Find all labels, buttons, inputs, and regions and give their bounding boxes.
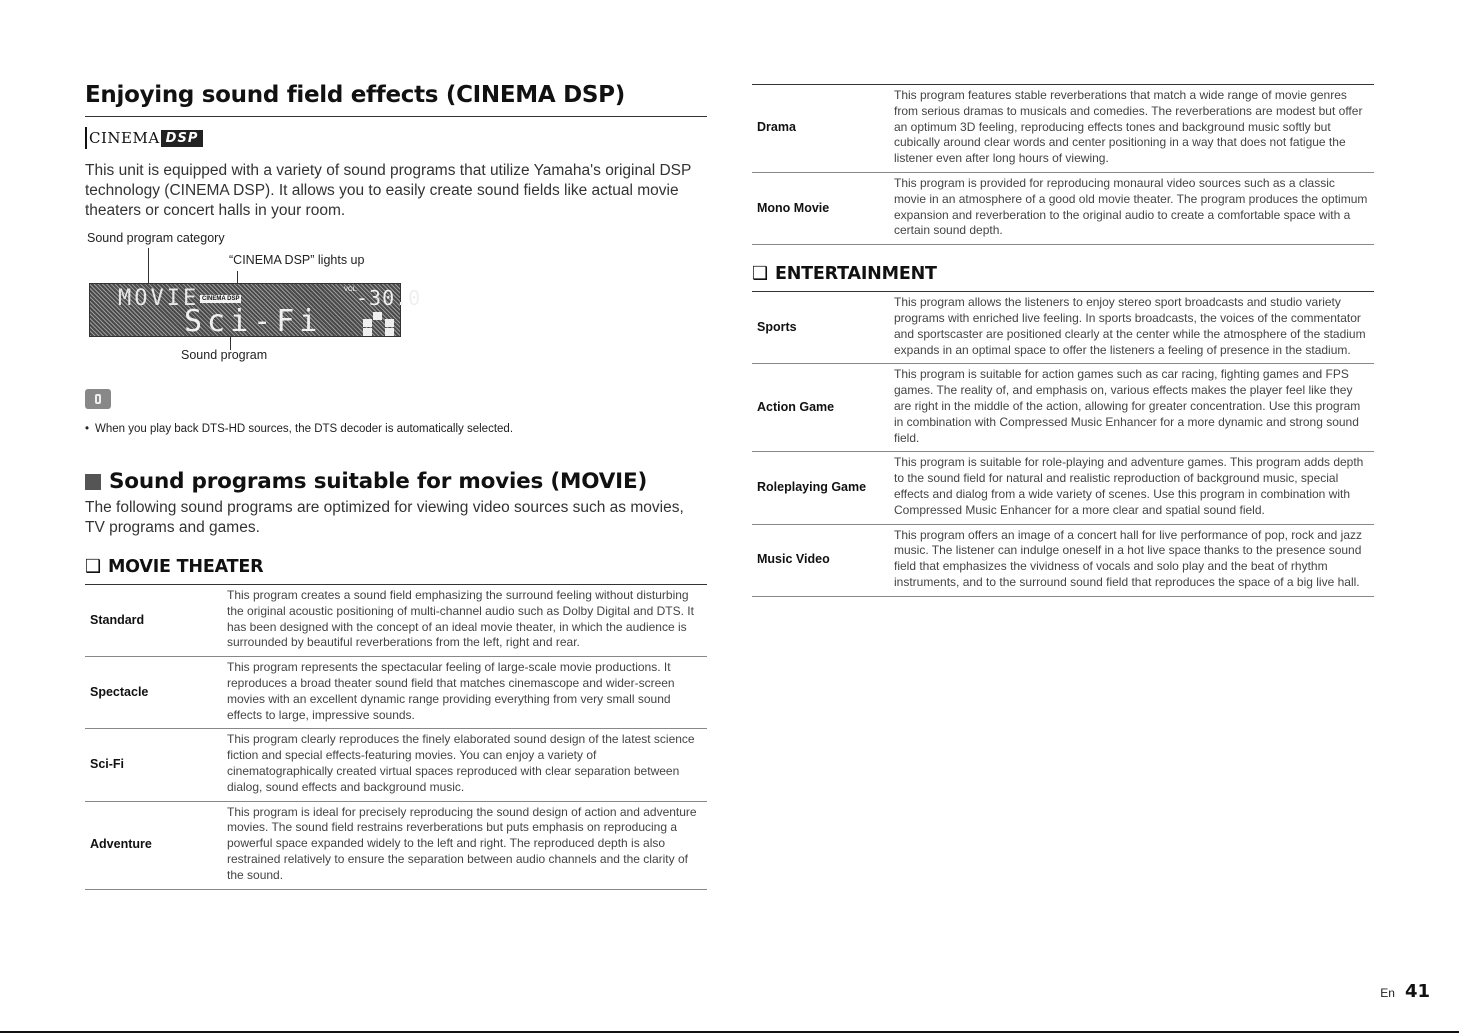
program-row <box>752 525 1374 597</box>
program-row <box>85 585 707 657</box>
program-row <box>85 729 707 801</box>
program-description: This program creates a sound field emphasizing the surround feeling without disturbing the original acoustic positioning of multi-channel audio such as Dolby Digital and DTS. It has been designed with the concept of an ideal movie theater, in which the audience is surrounded by beautiful reverberations from the left, right and rear. <box>227 588 694 650</box>
logo-text: CINEMA <box>89 129 160 147</box>
subheading-movie-theater <box>85 556 707 577</box>
program-description: This program allows the listeners to enjoy stereo sport broadcasts and studio variety programs with enriched live feeling. In sports broadcasts, the voices of the commentator and sportscaster are positioned clearly at the center while the atmosphere of the stadium expands in an optimal space to offer the listeners a feeling of presence in the stadium. <box>894 295 1366 357</box>
program-row <box>85 657 707 729</box>
program-row <box>752 292 1374 364</box>
label-cinema-dsp-lights: “CINEMA DSP” lights up <box>229 253 365 267</box>
display-vol-label: VOL. <box>344 287 358 293</box>
program-row <box>752 173 1374 245</box>
program-table-movie-theater-continued <box>752 84 1374 245</box>
program-name: Roleplaying Game <box>757 479 867 494</box>
page-number <box>1380 981 1430 1002</box>
program-name: Music Video <box>757 552 830 567</box>
program-description: This program is provided for reproducing monaural video sources such as a classic movie in an atmosphere of a good old movie theater. The program produces the optimum expansion and reverberation to the original audio to create a comfortable space with a certain sound depth. <box>894 175 1368 238</box>
display-indicator <box>373 312 382 320</box>
intro-paragraph: This unit is equipped with a variety of sound programs that utilize Yamaha's original DSP technology (CINEMA DSP). It allows you to easily create sound fields like actual movie theaters or concert halls in your room. <box>85 162 692 219</box>
program-name: Action Game <box>757 399 835 414</box>
hint-icon-notch <box>95 394 101 404</box>
program-name: Standard <box>90 612 145 627</box>
page-title: Enjoying sound field effects (CINEMA DSP) <box>85 82 707 117</box>
page-language: En <box>1380 986 1395 1000</box>
display-volume-value: -30.0 <box>356 286 422 310</box>
label-sound-program: Sound program <box>181 348 268 362</box>
program-description: This program is suitable for role-playing and adventure games. This program adds depth to the sound field for natural and realistic reproduction of background music, special effects and dialog from a wide variety of scenes. Use this program in combination with Compressed Music Enhancer for a more clear and spatial sound field. <box>894 455 1364 517</box>
section-square-icon <box>85 474 101 490</box>
hint-icon <box>85 389 113 411</box>
display-category-text: MOVIE <box>118 286 200 311</box>
program-name: Spectacle <box>90 684 149 699</box>
program-table-entertainment <box>752 291 1374 597</box>
display-indicator <box>363 328 372 336</box>
section-description: The following sound programs are optimized for viewing video sources such as movies, TV programs and games. <box>85 499 684 536</box>
page-number-value: 41 <box>1404 981 1430 1002</box>
label-sound-program-category: Sound program category <box>87 231 225 245</box>
checkbox-square-icon: ❑ <box>85 556 101 577</box>
program-row <box>752 85 1374 173</box>
program-description: This program clearly reproduces the finely elaborated sound design of the latest science fiction and special effects-featuring movies. You can enjoy a variety of cinematographically created virtual spaces reproduced with clear separation between dialog, sound effects and background music. <box>227 732 695 794</box>
display-cinema-dsp-badge: CINEMA DSP <box>202 296 240 302</box>
front-panel-display <box>89 283 422 339</box>
cinema-dsp-logo <box>85 127 203 149</box>
program-table-movie-theater <box>85 584 707 890</box>
subheading-text: MOVIE THEATER <box>107 556 264 577</box>
program-name: Sports <box>757 319 797 334</box>
program-description: This program is suitable for action games such as car racing, fighting games and FPS games. The reality of, and emphasis on, various effects makes the player feel like they are right in the middle of the action, allowing for greater concentration. Use this program in combination with Compressed Music Enhancer for a more dynamic and strong sound field. <box>894 367 1361 445</box>
section-title-text: Sound programs suitable for movies (MOVIE) <box>109 469 648 494</box>
hint-list <box>85 423 707 435</box>
program-description: This program offers an image of a concert hall for live performance of pop, rock and jazz music. The listener can indulge oneself in a hot live space thanks to the presence sound field that emphasizes the vividness of vocals and solo play and the beat of rhythm instruments, and to the surround sound field that reproduces the space of a big live hall. <box>894 527 1363 589</box>
program-name: Drama <box>757 120 796 135</box>
program-description: This program features stable reverberations that match a wide range of movie genres from serious dramas to musicals and comedies. The reverberations are modest but offer an optimum 3D feeling, reproducing effects tones and background music softly but cubically around clear words and center positioning in a way that does not fatigue the listener even after long hours of viewing. <box>894 88 1363 166</box>
right-column <box>752 84 1374 597</box>
leader-line-category <box>148 248 149 284</box>
program-description: This program represents the spectacular feeling of large-scale movie productions. It reproduces a broad theater sound field that matches cinemascope and wider-screen movies with an excellent dynamic range providing everything from very small sound effects to large, impressive sounds. <box>227 660 675 722</box>
display-indicator <box>385 328 394 336</box>
display-diagram <box>85 231 707 381</box>
program-row <box>752 364 1374 452</box>
program-name: Adventure <box>90 837 152 852</box>
display-indicator <box>363 319 372 327</box>
program-name: Sci-Fi <box>90 756 125 771</box>
hint-item: • When you play back DTS-HD sources, the DTS decoder is automatically selected. <box>85 423 707 435</box>
checkbox-square-icon: ❑ <box>752 263 768 285</box>
display-program-text: Sci-Fi <box>184 304 323 339</box>
subheading-entertainment <box>752 263 1374 284</box>
program-description: This program is ideal for precisely reproducing the sound design of action and adventure movies. The sound field restrains reverberations but puts emphasis on reproducing a powerful space expanded widely to the left and right. The reproduced depth is also restrained relatively to ensure the separation between audio channels and the clarity of the sound. <box>227 804 697 882</box>
program-row <box>85 802 707 890</box>
left-column <box>85 82 707 890</box>
section-title-movie <box>85 469 707 494</box>
program-row <box>752 452 1374 524</box>
display-indicator <box>385 319 394 327</box>
program-name: Mono Movie <box>757 200 830 215</box>
logo-dsp: DSP <box>161 130 204 147</box>
subheading-text: ENTERTAINMENT <box>774 263 937 284</box>
